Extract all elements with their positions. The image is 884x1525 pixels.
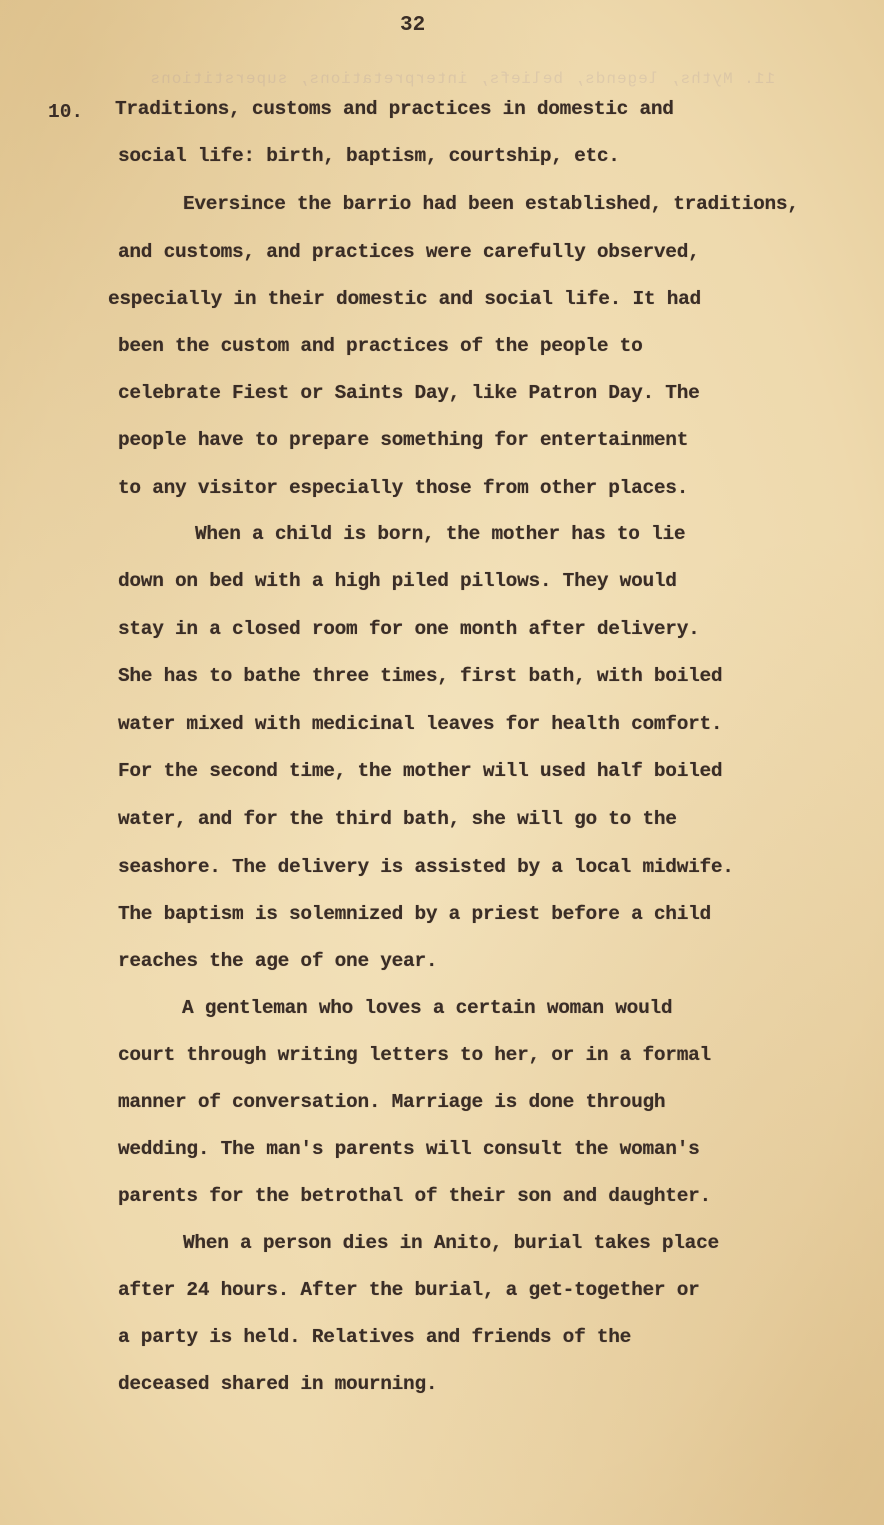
text-line: wedding. The man's parents will consult the woman's: [118, 1138, 700, 1160]
text-line: a party is held. Relatives and friends of the: [118, 1326, 632, 1348]
text-line: deceased shared in mourning.: [118, 1373, 438, 1395]
text-line: Eversince the barrio had been established, traditions,: [183, 193, 799, 215]
text-line: people have to prepare something for entertainment: [118, 429, 689, 451]
text-line: especially in their domestic and social life. It had: [108, 288, 701, 310]
text-line: water mixed with medicinal leaves for health comfort.: [118, 713, 723, 735]
text-line: to any visitor especially those from other places.: [118, 477, 689, 499]
text-line: manner of conversation. Marriage is done through: [118, 1091, 666, 1113]
text-line: water, and for the third bath, she will go to the: [118, 808, 677, 830]
text-line: When a child is born, the mother has to lie: [195, 523, 686, 545]
text-line: parents for the betrothal of their son and daughter.: [118, 1185, 711, 1207]
text-line: after 24 hours. After the burial, a get-together or: [118, 1279, 700, 1301]
text-line: Traditions, customs and practices in domestic and: [115, 98, 674, 120]
text-line: down on bed with a high piled pillows. They would: [118, 570, 677, 592]
text-line: The baptism is solemnized by a priest before a child: [118, 903, 711, 925]
text-line: been the custom and practices of the people to: [118, 335, 643, 357]
text-line: A gentleman who loves a certain woman would: [182, 997, 673, 1019]
text-line: and customs, and practices were carefully observed,: [118, 241, 700, 263]
bleed-through-text: 11. Myths, legends, beliefs, interpretations, superstitions: [149, 70, 775, 88]
text-line: When a person dies in Anito, burial takes place: [183, 1232, 719, 1254]
text-line: stay in a closed room for one month after delivery.: [118, 618, 700, 640]
text-line: reaches the age of one year.: [118, 950, 438, 972]
text-line: She has to bathe three times, first bath, with boiled: [118, 665, 723, 687]
text-line: seashore. The delivery is assisted by a local midwife.: [118, 856, 734, 878]
item-number: 10.: [48, 101, 84, 123]
text-line: court through writing letters to her, or in a formal: [118, 1044, 711, 1066]
text-line: social life: birth, baptism, courtship, etc.: [118, 145, 620, 167]
text-line: For the second time, the mother will used half boiled: [118, 760, 723, 782]
text-line: celebrate Fiest or Saints Day, like Patron Day. The: [118, 382, 700, 404]
page-number: 32: [400, 14, 426, 37]
